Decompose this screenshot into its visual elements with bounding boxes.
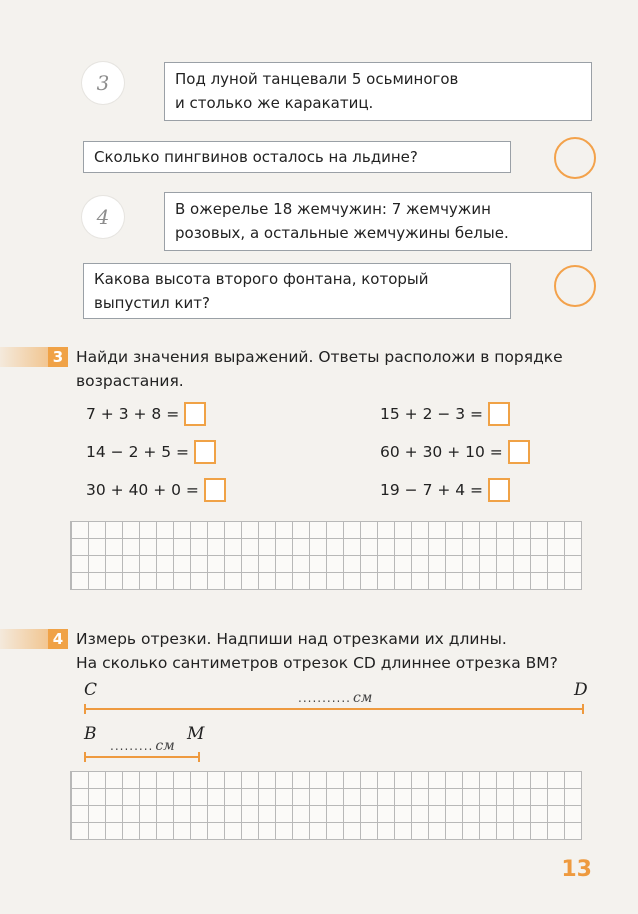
expression: [86, 478, 226, 502]
task-instruction-line: На сколько сантиметров отрезок CD длиннее отрезка BM?: [76, 654, 558, 672]
unit-label: см: [352, 690, 373, 706]
expression: [380, 440, 530, 464]
answer-box[interactable]: [184, 402, 206, 426]
segment-tick: [582, 704, 584, 714]
question-line: выпустил кит?: [94, 294, 210, 312]
segment-cd: [84, 708, 584, 710]
story-line: Под луной танцевали 5 осьминогов: [175, 70, 459, 88]
segment-tick: [84, 704, 86, 714]
expression-text: 14 − 2 + 5 =: [86, 443, 190, 461]
task-instruction-line: возрастания.: [76, 372, 184, 390]
answer-box[interactable]: [488, 478, 510, 502]
task-instruction-line: Найди значения выражений. Ответы расположи в порядке: [76, 348, 563, 366]
expression: [86, 440, 216, 464]
answer-circle[interactable]: [554, 137, 596, 179]
answer-box[interactable]: [488, 402, 510, 426]
length-blank-bm[interactable]: ......... см: [110, 738, 175, 754]
question-line: Сколько пингвинов осталось на льдине?: [94, 148, 418, 166]
expression-text: 30 + 40 + 0 =: [86, 481, 199, 499]
expression: [380, 478, 510, 502]
story-number: 3: [96, 71, 110, 95]
story-line: розовых, а остальные жемчужины белые.: [175, 224, 509, 242]
point-label-m: M: [187, 724, 205, 744]
story-number-circle: [82, 196, 124, 238]
question-box: [83, 141, 511, 173]
task-number-badge: 4: [48, 629, 68, 649]
segment-tick: [84, 752, 86, 762]
question-box: [83, 263, 511, 319]
task-instruction: [76, 345, 616, 393]
story-number-circle: [82, 62, 124, 104]
task-instruction: [76, 627, 616, 675]
story-line: и столько же каракатиц.: [175, 94, 374, 112]
point-label-d: D: [574, 680, 588, 700]
answer-circle[interactable]: [554, 265, 596, 307]
expression-text: 60 + 30 + 10 =: [380, 443, 503, 461]
writing-grid[interactable]: [70, 521, 582, 590]
expression: [380, 402, 510, 426]
expression-text: 7 + 3 + 8 =: [86, 405, 180, 423]
story-number: 4: [96, 205, 110, 229]
point-label-b: B: [84, 724, 97, 744]
point-label-c: C: [84, 680, 98, 700]
page-number: 13: [561, 857, 592, 882]
expression-text: 19 − 7 + 4 =: [380, 481, 484, 499]
segment-tick: [198, 752, 200, 762]
story-box: [164, 192, 592, 251]
writing-grid[interactable]: [70, 771, 582, 840]
story-box: [164, 62, 592, 121]
expression: [86, 402, 206, 426]
task-instruction-line: Измерь отрезки. Надпиши над отрезками их длины.: [76, 630, 507, 648]
answer-box[interactable]: [508, 440, 530, 464]
expression-text: 15 + 2 − 3 =: [380, 405, 484, 423]
unit-label: см: [155, 738, 175, 754]
answer-box[interactable]: [194, 440, 216, 464]
task-number-badge: 3: [48, 347, 68, 367]
segment-bm: [84, 756, 200, 758]
answer-box[interactable]: [204, 478, 226, 502]
length-blank-cd[interactable]: ........... см: [298, 690, 373, 706]
story-line: В ожерелье 18 жемчужин: 7 жемчужин: [175, 200, 491, 218]
question-line: Какова высота второго фонтана, который: [94, 270, 429, 288]
